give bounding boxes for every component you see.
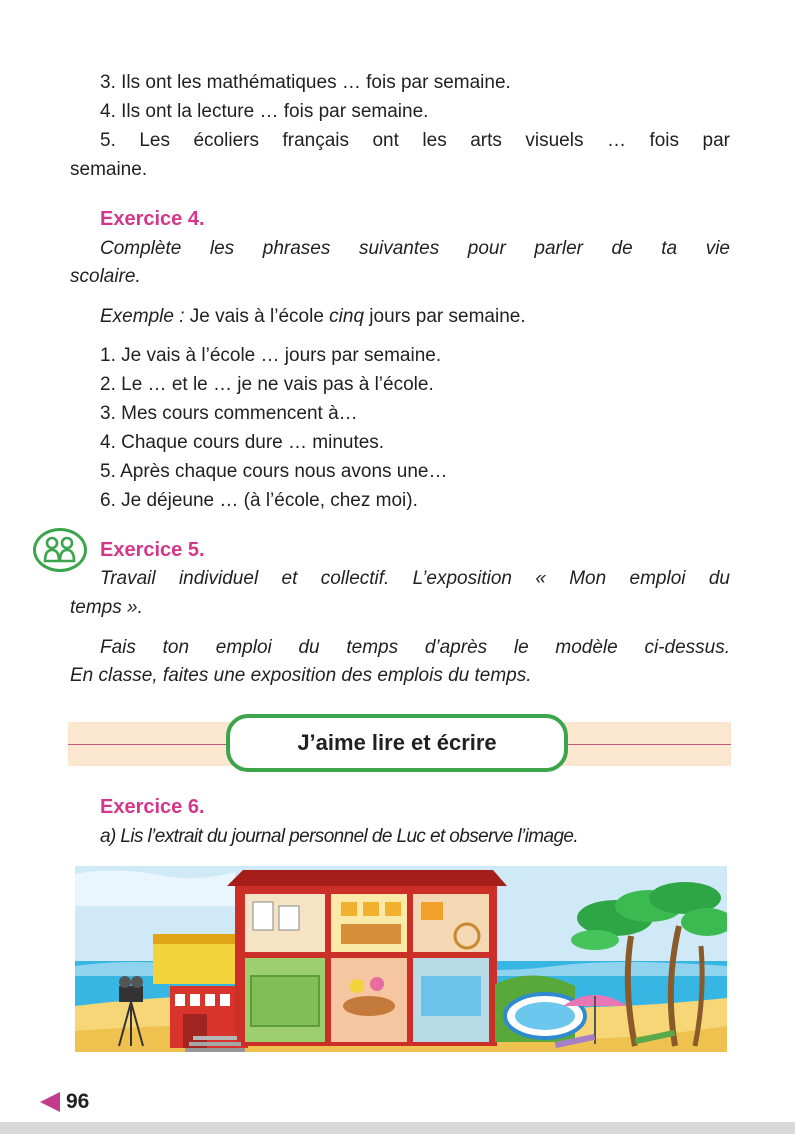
list-item: 1. Je vais à l’école … jours par semaine.: [100, 345, 442, 366]
exercise-5-text: Fais ton emploi du temps d’après le modèle ci-dessus.: [100, 637, 730, 658]
example-text: Je vais à l’école: [184, 306, 330, 327]
band-rule-right: [566, 744, 731, 745]
list-item: 3. Mes cours commencent à…: [100, 403, 358, 424]
section-banner: J’aime lire et écrire: [226, 714, 568, 772]
example-text: jours par semaine.: [364, 306, 526, 327]
exercise-4-example: [100, 304, 526, 330]
list-item: 3. Ils ont les mathématiques … fois par semaine.: [100, 72, 511, 93]
scan-bottom-edge: [0, 1122, 795, 1134]
two-people-icon-glyph: [36, 531, 84, 569]
page-number: 96: [66, 1090, 90, 1113]
list-item: 4. Chaque cours dure … minutes.: [100, 432, 385, 453]
page-footer: [40, 1088, 89, 1116]
list-item: 4. Ils ont la lecture … fois par semaine.: [100, 101, 429, 122]
band-rule-left: [68, 744, 228, 745]
exercise-4-instruction-cont: scolaire.: [70, 266, 141, 287]
left-triangle-icon: [40, 1092, 60, 1112]
school-illustration: [75, 866, 727, 1052]
list-item: 5. Les écoliers français ont les arts visuels … fois par: [100, 130, 730, 151]
exercise-6-instruction: a) Lis l’extrait du journal personnel de Luc et observe l’image.: [100, 826, 579, 847]
example-label: Exemple :: [100, 306, 185, 327]
exercise-6-title: Exercice 6.: [100, 796, 205, 818]
school-illustration-drawing: [75, 866, 727, 1052]
exercise-5-text-cont: temps ».: [70, 597, 143, 618]
list-item: 5. Après chaque cours nous avons une…: [100, 461, 448, 482]
list-item: 6. Je déjeune … (à l’école, chez moi).: [100, 490, 418, 511]
exercise-5-text: Travail individuel et collectif. L’exposition « Mon emploi du: [100, 568, 730, 589]
two-people-icon: [33, 528, 87, 572]
example-word: cinq: [329, 306, 365, 327]
list-item-continuation: semaine.: [70, 159, 148, 180]
exercise-5-text-cont: En classe, faites une exposition des emplois du temps.: [70, 665, 532, 686]
exercise-5-title: Exercice 5.: [100, 539, 205, 561]
exercise-4-instruction: Complète les phrases suivantes pour parler de ta vie: [100, 238, 730, 259]
exercise-4-title: Exercice 4.: [100, 208, 205, 230]
list-item: 2. Le … et le … je ne vais pas à l’école.: [100, 374, 434, 395]
